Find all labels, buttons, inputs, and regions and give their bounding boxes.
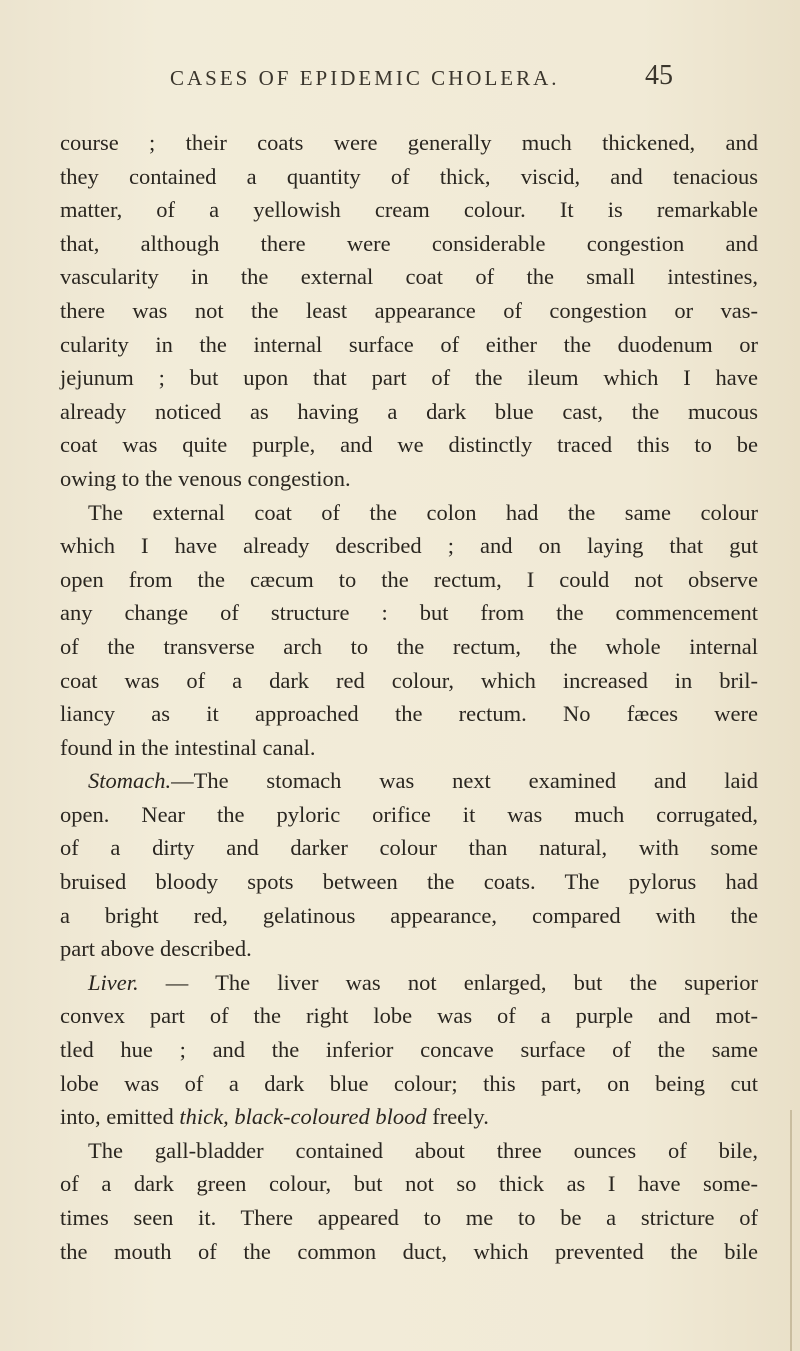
body-text: [60, 126, 758, 1268]
text-line: which I have already described ; and on laying that gut: [60, 533, 758, 559]
text-line: already noticed as having a dark blue cast, the mucous: [60, 398, 758, 424]
text-line: open from the cæcum to the rectum, I could not observe: [60, 566, 758, 592]
text-line: they contained a quantity of thick, viscid, and tenacious: [60, 163, 758, 189]
text-line: the mouth of the common duct, which prevented the bile: [60, 1238, 758, 1264]
page-number: 45: [645, 60, 673, 91]
page-header: [0, 60, 800, 106]
text-line: [60, 1100, 758, 1134]
text-line: tled hue ; and the inferior concave surface of the same: [60, 1037, 758, 1063]
text-line: coat was quite purple, and we distinctly traced this to be: [60, 432, 758, 458]
text-line: vascularity in the external coat of the small intestines,: [60, 264, 758, 290]
text-line: cularity in the internal surface of either the duodenum or: [60, 331, 758, 357]
italic-phrase: thick, black-coloured blood: [179, 1104, 427, 1130]
text-line: matter, of a yellowish cream colour. It is remarkable: [60, 197, 758, 223]
liver-heading: Liver.: [88, 969, 139, 995]
stomach-heading: Stomach.: [88, 768, 172, 794]
text-line: of a dark green colour, but not so thick as I have some-: [60, 1171, 758, 1197]
text-line: part above described.: [60, 936, 252, 962]
text-line: lobe was of a dark blue colour; this part, on being cut: [60, 1070, 758, 1096]
text-segment: into, emitted: [60, 1104, 180, 1130]
text-line: found in the intestinal canal.: [60, 734, 316, 760]
text-segment: freely.: [426, 1104, 489, 1130]
running-head: CASES OF EPIDEMIC CHOLERA.: [170, 66, 560, 90]
text-line: that, although there were considerable congestion and: [60, 230, 758, 256]
text-line: any change of structure : but from the commencement: [60, 600, 758, 626]
text-line: bruised bloody spots between the coats. The pylorus had: [60, 869, 758, 895]
stomach-paragraph-start: [60, 764, 758, 798]
stomach-lead-text: —The stomach was next examined and laid: [171, 768, 758, 794]
liver-lead-text: — The liver was not enlarged, but the superior: [138, 969, 758, 995]
liver-paragraph-start: [60, 966, 758, 1000]
text-line: convex part of the right lobe was of a purple and mot-: [60, 1003, 758, 1029]
text-line: coat was of a dark red colour, which increased in bril-: [60, 667, 758, 693]
text-line: owing to the venous congestion.: [60, 465, 351, 491]
text-line: open. Near the pyloric orifice it was much corrugated,: [60, 801, 758, 827]
text-line: there was not the least appearance of congestion or vas-: [60, 297, 758, 323]
text-line: of a dirty and darker colour than natural, with some: [60, 835, 758, 861]
paragraph-start: The external coat of the colon had the same colour: [88, 499, 758, 525]
text-line: of the transverse arch to the rectum, the whole internal: [60, 633, 758, 659]
text-line: liancy as it approached the rectum. No fæces were: [60, 701, 758, 727]
page-edge-shadow: [790, 1110, 792, 1351]
paragraph-start: The gall-bladder contained about three ounces of bile,: [88, 1137, 758, 1163]
text-line: a bright red, gelatinous appearance, compared with the: [60, 902, 758, 928]
text-line: jejunum ; but upon that part of the ileum which I have: [60, 365, 758, 391]
text-line: course ; their coats were generally much thickened, and: [60, 130, 758, 155]
text-line: times seen it. There appeared to me to be a stricture of: [60, 1205, 758, 1230]
